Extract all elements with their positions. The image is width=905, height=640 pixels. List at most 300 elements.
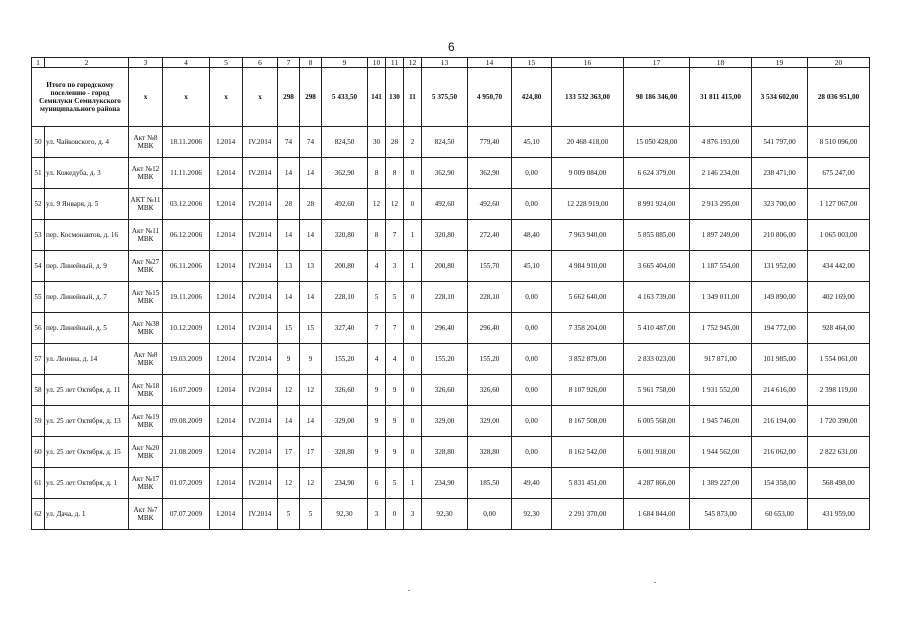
cell-c5: I.2014	[210, 251, 243, 282]
cell-c17: 2 833 023,00	[624, 344, 690, 375]
cell-date: 06.11.2006	[163, 251, 210, 282]
total-cell: 130	[386, 68, 404, 127]
cell-c7: 12	[278, 468, 300, 499]
cell-act: Акт №12 МВК	[129, 158, 163, 189]
cell-c11: 5	[386, 468, 404, 499]
cell-act: АКТ №11 МВК	[129, 189, 163, 220]
cell-c8: 12	[300, 375, 322, 406]
cell-c11: 9	[386, 375, 404, 406]
cell-c6: IV.2014	[243, 437, 278, 468]
cell-c15: 0,00	[512, 158, 552, 189]
cell-c20: 928 464,00	[808, 313, 870, 344]
cell-address: ул. 25 лет Октября, д. 13	[45, 406, 129, 437]
cell-c9: 234,90	[322, 468, 368, 499]
cell-c17: 6 005 568,00	[624, 406, 690, 437]
cell-c20: 1 127 067,00	[808, 189, 870, 220]
cell-c19: 216 194,00	[752, 406, 808, 437]
cell-date: 01.07.2009	[163, 468, 210, 499]
cell-date: 11.11.2006	[163, 158, 210, 189]
total-cell: 3 534 602,00	[752, 68, 808, 127]
cell-c20: 431 959,00	[808, 499, 870, 530]
cell-date: 10.12.2009	[163, 313, 210, 344]
cell-c20: 402 169,00	[808, 282, 870, 313]
cell-c9: 329,00	[322, 406, 368, 437]
cell-c19: 101 985,00	[752, 344, 808, 375]
cell-act: Акт №20 МВК	[129, 437, 163, 468]
cell-no: 60	[32, 437, 45, 468]
cell-c19: 323 700,00	[752, 189, 808, 220]
cell-c16: 12 228 919,00	[552, 189, 624, 220]
table-row	[32, 344, 870, 375]
cell-c19: 60 653,00	[752, 499, 808, 530]
cell-c12: 1	[404, 251, 422, 282]
cell-c16: 3 852 879,00	[552, 344, 624, 375]
cell-c15: 45,10	[512, 127, 552, 158]
cell-no: 61	[32, 468, 45, 499]
cell-c8: 17	[300, 437, 322, 468]
table-row	[32, 499, 870, 530]
cell-c9: 362,90	[322, 158, 368, 189]
cell-c16: 4 984 910,00	[552, 251, 624, 282]
cell-c9: 327,40	[322, 313, 368, 344]
cell-c6: IV.2014	[243, 158, 278, 189]
column-number-cell: 6	[243, 58, 278, 68]
cell-c16: 2 291 370,00	[552, 499, 624, 530]
total-cell: 424,80	[512, 68, 552, 127]
cell-c15: 45,10	[512, 251, 552, 282]
cell-c14: 326,60	[468, 375, 512, 406]
cell-c19: 149 890,00	[752, 282, 808, 313]
cell-c20: 2 822 631,00	[808, 437, 870, 468]
cell-c20: 1 720 390,00	[808, 406, 870, 437]
column-number-cell: 9	[322, 58, 368, 68]
table-row	[32, 375, 870, 406]
cell-c14: 329,00	[468, 406, 512, 437]
cell-c10: 9	[368, 375, 386, 406]
cell-c12: 0	[404, 282, 422, 313]
cell-date: 06.12.2006	[163, 220, 210, 251]
cell-c7: 13	[278, 251, 300, 282]
cell-c18: 1 897 249,00	[690, 220, 752, 251]
cell-c20: 8 510 096,00	[808, 127, 870, 158]
table-body	[32, 58, 870, 530]
cell-c9: 228,10	[322, 282, 368, 313]
cell-c11: 7	[386, 220, 404, 251]
cell-c14: 492,60	[468, 189, 512, 220]
cell-c15: 92,30	[512, 499, 552, 530]
cell-c10: 4	[368, 344, 386, 375]
cell-c6: IV.2014	[243, 313, 278, 344]
cell-no: 59	[32, 406, 45, 437]
cell-c18: 545 873,00	[690, 499, 752, 530]
total-cell: 11	[404, 68, 422, 127]
cell-c16: 8 107 926,00	[552, 375, 624, 406]
cell-c7: 14	[278, 158, 300, 189]
cell-c17: 8 991 924,00	[624, 189, 690, 220]
cell-c11: 5	[386, 282, 404, 313]
cell-c13: 296,40	[422, 313, 468, 344]
cell-c7: 5	[278, 499, 300, 530]
cell-act: Акт №11 МВК	[129, 220, 163, 251]
cell-c7: 28	[278, 189, 300, 220]
cell-c5: I.2014	[210, 313, 243, 344]
cell-c14: 0,00	[468, 499, 512, 530]
total-cell: 298	[278, 68, 300, 127]
cell-c5: I.2014	[210, 344, 243, 375]
total-cell: 298	[300, 68, 322, 127]
cell-c8: 5	[300, 499, 322, 530]
cell-address: пер. Космонавтов, д. 16	[45, 220, 129, 251]
cell-c14: 185,50	[468, 468, 512, 499]
cell-c7: 17	[278, 437, 300, 468]
cell-c6: IV.2014	[243, 251, 278, 282]
cell-c12: 3	[404, 499, 422, 530]
cell-c6: IV.2014	[243, 344, 278, 375]
cell-c19: 214 616,00	[752, 375, 808, 406]
cell-c20: 568 498,00	[808, 468, 870, 499]
cell-c15: 0,00	[512, 313, 552, 344]
cell-address: ул. Чайковского, д. 4	[45, 127, 129, 158]
cell-date: 21.08.2009	[163, 437, 210, 468]
column-number-cell: 15	[512, 58, 552, 68]
cell-c12: 0	[404, 158, 422, 189]
cell-c13: 328,80	[422, 437, 468, 468]
cell-c5: I.2014	[210, 375, 243, 406]
cell-c18: 1 389 227,00	[690, 468, 752, 499]
cell-c12: 1	[404, 468, 422, 499]
cell-c8: 14	[300, 406, 322, 437]
cell-c19: 194 772,00	[752, 313, 808, 344]
cell-c15: 0,00	[512, 344, 552, 375]
cell-c11: 12	[386, 189, 404, 220]
cell-c11: 8	[386, 158, 404, 189]
cell-c14: 228,10	[468, 282, 512, 313]
cell-c9: 155,20	[322, 344, 368, 375]
total-row	[32, 68, 870, 127]
cell-c5: I.2014	[210, 499, 243, 530]
cell-c11: 0	[386, 499, 404, 530]
cell-c13: 155,20	[422, 344, 468, 375]
cell-c20: 675 247,00	[808, 158, 870, 189]
cell-c18: 4 876 193,00	[690, 127, 752, 158]
cell-c13: 329,00	[422, 406, 468, 437]
column-number-cell: 14	[468, 58, 512, 68]
cell-c11: 3	[386, 251, 404, 282]
cell-c16: 7 358 204,00	[552, 313, 624, 344]
cell-c15: 0,00	[512, 282, 552, 313]
cell-c18: 1 944 562,00	[690, 437, 752, 468]
cell-c14: 362,90	[468, 158, 512, 189]
cell-c17: 4 287 866,00	[624, 468, 690, 499]
column-number-cell: 13	[422, 58, 468, 68]
cell-c13: 200,80	[422, 251, 468, 282]
cell-c9: 92,30	[322, 499, 368, 530]
cell-date: 16.07.2009	[163, 375, 210, 406]
cell-c17: 1 684 844,00	[624, 499, 690, 530]
cell-no: 62	[32, 499, 45, 530]
cell-act: Акт №15 МВК	[129, 282, 163, 313]
cell-c12: 2	[404, 127, 422, 158]
cell-c14: 155,20	[468, 344, 512, 375]
column-number-cell: 19	[752, 58, 808, 68]
cell-c15: 0,00	[512, 406, 552, 437]
total-cell: 28 036 951,00	[808, 68, 870, 127]
cell-c12: 0	[404, 375, 422, 406]
cell-no: 54	[32, 251, 45, 282]
cell-c10: 30	[368, 127, 386, 158]
cell-c5: I.2014	[210, 406, 243, 437]
cell-act: Акт №8 МВК	[129, 127, 163, 158]
cell-c9: 200,80	[322, 251, 368, 282]
cell-c5: I.2014	[210, 437, 243, 468]
cell-date: 09.08.2009	[163, 406, 210, 437]
cell-date: 03.12.2006	[163, 189, 210, 220]
column-number-cell: 3	[129, 58, 163, 68]
cell-date: 19.03.2009	[163, 344, 210, 375]
cell-c20: 1 554 061,00	[808, 344, 870, 375]
cell-c6: IV.2014	[243, 468, 278, 499]
column-number-cell: 17	[624, 58, 690, 68]
cell-no: 55	[32, 282, 45, 313]
cell-c13: 326,60	[422, 375, 468, 406]
cell-c17: 5 410 487,00	[624, 313, 690, 344]
scan-speck	[408, 590, 410, 591]
cell-c17: 4 163 739,00	[624, 282, 690, 313]
cell-c14: 328,80	[468, 437, 512, 468]
column-number-cell: 2	[45, 58, 129, 68]
cell-c7: 14	[278, 406, 300, 437]
cell-c16: 5 662 640,00	[552, 282, 624, 313]
cell-c10: 3	[368, 499, 386, 530]
cell-c7: 9	[278, 344, 300, 375]
cell-act: Акт №19 МВК	[129, 406, 163, 437]
cell-c11: 9	[386, 437, 404, 468]
total-cell: 98 186 346,00	[624, 68, 690, 127]
cell-c11: 28	[386, 127, 404, 158]
total-cell: 31 811 415,00	[690, 68, 752, 127]
cell-c8: 14	[300, 282, 322, 313]
cell-c12: 0	[404, 406, 422, 437]
cell-c5: I.2014	[210, 158, 243, 189]
column-number-row	[32, 58, 870, 68]
cell-c15: 49,40	[512, 468, 552, 499]
cell-act: Акт №18 МВК	[129, 375, 163, 406]
cell-c20: 1 065 003,00	[808, 220, 870, 251]
cell-c16: 8 167 508,00	[552, 406, 624, 437]
cell-c13: 320,80	[422, 220, 468, 251]
cell-c13: 228,10	[422, 282, 468, 313]
cell-c13: 362,90	[422, 158, 468, 189]
cell-c17: 6 001 918,00	[624, 437, 690, 468]
table-row	[32, 189, 870, 220]
cell-c15: 0,00	[512, 437, 552, 468]
cell-c18: 917 871,00	[690, 344, 752, 375]
housing-register-table	[31, 57, 870, 530]
cell-act: Акт №17 МВК	[129, 468, 163, 499]
cell-act: Акт №27 МВК	[129, 251, 163, 282]
cell-no: 57	[32, 344, 45, 375]
cell-c16: 8 162 542,00	[552, 437, 624, 468]
cell-c18: 2 913 295,00	[690, 189, 752, 220]
column-number-cell: 5	[210, 58, 243, 68]
cell-c16: 20 468 418,00	[552, 127, 624, 158]
cell-c19: 210 806,00	[752, 220, 808, 251]
cell-act: Акт №8 МВК	[129, 344, 163, 375]
total-cell: 5 433,50	[322, 68, 368, 127]
cell-c18: 2 146 234,00	[690, 158, 752, 189]
cell-c10: 9	[368, 437, 386, 468]
cell-c15: 0,00	[512, 375, 552, 406]
cell-c6: IV.2014	[243, 189, 278, 220]
table-row	[32, 158, 870, 189]
cell-c8: 13	[300, 251, 322, 282]
cell-c12: 0	[404, 344, 422, 375]
cell-c16: 5 831 451,00	[552, 468, 624, 499]
cell-c11: 4	[386, 344, 404, 375]
cell-c15: 48,40	[512, 220, 552, 251]
cell-c8: 28	[300, 189, 322, 220]
cell-c16: 9 009 084,00	[552, 158, 624, 189]
cell-c5: I.2014	[210, 189, 243, 220]
total-cell: 4 950,70	[468, 68, 512, 127]
cell-c5: I.2014	[210, 468, 243, 499]
table-row	[32, 468, 870, 499]
total-label: Итого по городскому поселению - город Семилуки Семилукского муниципального района	[32, 68, 129, 127]
cell-c10: 9	[368, 406, 386, 437]
cell-c7: 14	[278, 282, 300, 313]
cell-c17: 6 624 379,00	[624, 158, 690, 189]
cell-c5: I.2014	[210, 127, 243, 158]
total-cell: х	[129, 68, 163, 127]
cell-c6: IV.2014	[243, 375, 278, 406]
table-row	[32, 406, 870, 437]
cell-c14: 779,40	[468, 127, 512, 158]
cell-no: 56	[32, 313, 45, 344]
scan-speck	[654, 582, 656, 583]
cell-c20: 434 442,00	[808, 251, 870, 282]
cell-c10: 8	[368, 220, 386, 251]
cell-c13: 492,60	[422, 189, 468, 220]
total-cell: х	[163, 68, 210, 127]
total-cell: х	[210, 68, 243, 127]
cell-c9: 326,60	[322, 375, 368, 406]
cell-c20: 2 398 119,00	[808, 375, 870, 406]
table-row	[32, 282, 870, 313]
cell-c10: 12	[368, 189, 386, 220]
cell-address: ул. 25 лет Октября, д. 11	[45, 375, 129, 406]
cell-c18: 1 349 011,00	[690, 282, 752, 313]
cell-address: ул. 25 лет Октября, д. 15	[45, 437, 129, 468]
cell-c13: 92,30	[422, 499, 468, 530]
cell-c17: 15 050 428,00	[624, 127, 690, 158]
cell-c8: 15	[300, 313, 322, 344]
cell-address: ул. Ленина, д. 14	[45, 344, 129, 375]
column-number-cell: 10	[368, 58, 386, 68]
cell-c14: 155,70	[468, 251, 512, 282]
cell-address: ул. Кожедуба, д. 3	[45, 158, 129, 189]
cell-c12: 0	[404, 189, 422, 220]
cell-c12: 1	[404, 220, 422, 251]
cell-c12: 0	[404, 313, 422, 344]
cell-c14: 272,40	[468, 220, 512, 251]
cell-address: пер. Линейный, д. 9	[45, 251, 129, 282]
cell-c10: 7	[368, 313, 386, 344]
cell-c8: 14	[300, 220, 322, 251]
cell-c10: 4	[368, 251, 386, 282]
cell-no: 52	[32, 189, 45, 220]
cell-c13: 824,50	[422, 127, 468, 158]
cell-c9: 328,80	[322, 437, 368, 468]
cell-c16: 7 963 940,00	[552, 220, 624, 251]
column-number-cell: 8	[300, 58, 322, 68]
cell-c17: 3 665 404,00	[624, 251, 690, 282]
cell-no: 58	[32, 375, 45, 406]
cell-no: 51	[32, 158, 45, 189]
cell-c6: IV.2014	[243, 127, 278, 158]
cell-c18: 1 931 552,00	[690, 375, 752, 406]
cell-c8: 12	[300, 468, 322, 499]
cell-address: ул. 9 Января, д. 5	[45, 189, 129, 220]
cell-c15: 0,00	[512, 189, 552, 220]
cell-c9: 824,50	[322, 127, 368, 158]
cell-c18: 1 752 945,00	[690, 313, 752, 344]
column-number-cell: 11	[386, 58, 404, 68]
cell-c8: 74	[300, 127, 322, 158]
cell-act: Акт №38 МВК	[129, 313, 163, 344]
cell-c10: 5	[368, 282, 386, 313]
cell-c18: 1 187 554,00	[690, 251, 752, 282]
cell-date: 07.07.2009	[163, 499, 210, 530]
cell-c18: 1 945 746,00	[690, 406, 752, 437]
cell-address: ул. Дача, д. 1	[45, 499, 129, 530]
page-number: 6	[448, 40, 455, 54]
cell-c19: 154 358,00	[752, 468, 808, 499]
cell-c19: 238 471,00	[752, 158, 808, 189]
column-number-cell: 12	[404, 58, 422, 68]
cell-c10: 6	[368, 468, 386, 499]
column-number-cell: 18	[690, 58, 752, 68]
cell-c6: IV.2014	[243, 282, 278, 313]
cell-c5: I.2014	[210, 282, 243, 313]
cell-c10: 8	[368, 158, 386, 189]
table-row	[32, 313, 870, 344]
column-number-cell: 16	[552, 58, 624, 68]
cell-c19: 216 062,00	[752, 437, 808, 468]
table-row	[32, 127, 870, 158]
total-cell: 133 532 363,00	[552, 68, 624, 127]
cell-c14: 296,40	[468, 313, 512, 344]
total-cell: 5 375,50	[422, 68, 468, 127]
cell-date: 18.11.2006	[163, 127, 210, 158]
cell-c13: 234,90	[422, 468, 468, 499]
cell-c17: 5 855 885,00	[624, 220, 690, 251]
column-number-cell: 4	[163, 58, 210, 68]
cell-address: ул. 25 лет Октября, д. 1	[45, 468, 129, 499]
cell-c6: IV.2014	[243, 499, 278, 530]
cell-c11: 7	[386, 313, 404, 344]
column-number-cell: 1	[32, 58, 45, 68]
cell-c9: 492,60	[322, 189, 368, 220]
cell-c17: 5 961 758,00	[624, 375, 690, 406]
cell-c6: IV.2014	[243, 406, 278, 437]
total-cell: х	[243, 68, 278, 127]
table-row	[32, 251, 870, 282]
cell-c6: IV.2014	[243, 220, 278, 251]
table-row	[32, 220, 870, 251]
cell-c7: 15	[278, 313, 300, 344]
cell-address: пер. Линейный, д. 5	[45, 313, 129, 344]
cell-c7: 74	[278, 127, 300, 158]
